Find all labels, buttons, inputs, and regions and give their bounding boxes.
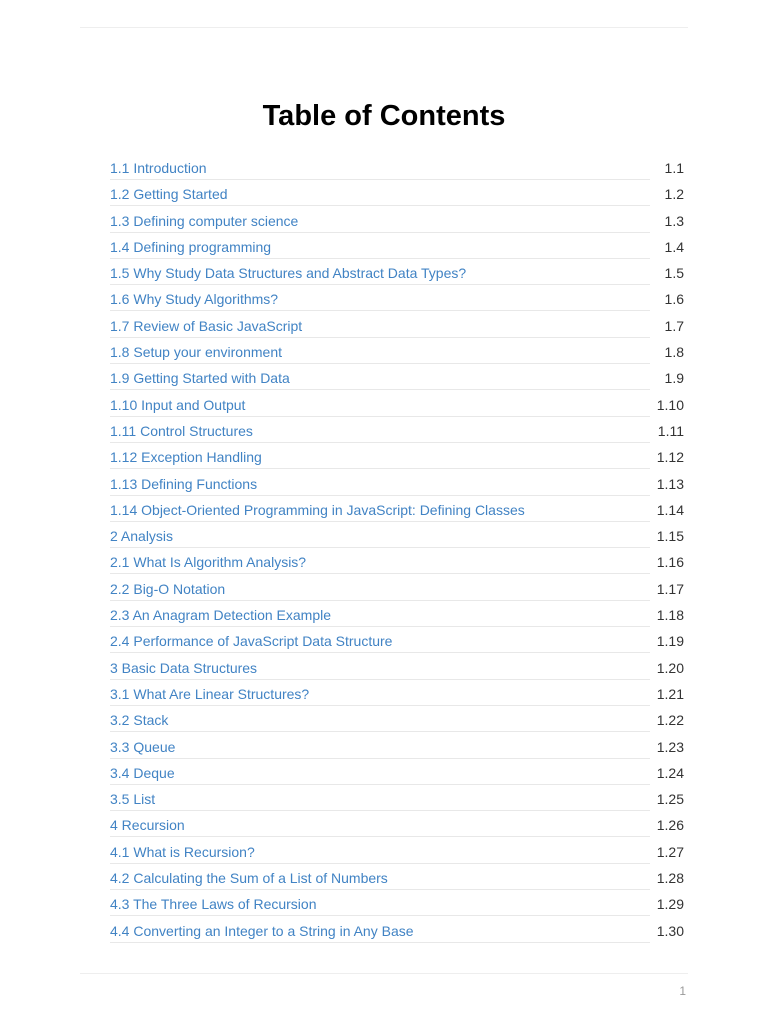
toc-entry <box>110 601 684 627</box>
toc-page-number: 1.14 <box>656 501 684 518</box>
toc-entry <box>110 496 684 522</box>
toc-page-number: 1.13 <box>656 475 684 492</box>
toc-page-number: 1.20 <box>656 659 684 676</box>
toc-entry <box>110 706 684 732</box>
toc-link[interactable]: 1.5 Why Study Data Structures and Abstract Data Types? <box>110 264 650 285</box>
toc-entry <box>110 364 684 390</box>
toc-link[interactable]: 1.7 Review of Basic JavaScript <box>110 317 650 338</box>
toc-link[interactable]: 1.3 Defining computer science <box>110 212 650 233</box>
toc-page-number: 1.23 <box>656 738 684 755</box>
toc-page-number: 1.7 <box>664 317 684 334</box>
toc-link[interactable]: 1.14 Object-Oriented Programming in JavaScript: Defining Classes <box>110 501 650 522</box>
toc-page-number: 1.8 <box>664 344 684 361</box>
toc-link[interactable]: 4.4 Converting an Integer to a String in Any Base <box>110 922 650 943</box>
toc-page-number: 1.22 <box>656 712 684 729</box>
toc-page-number: 1.3 <box>664 212 684 229</box>
toc-entry <box>110 890 684 916</box>
toc-entry <box>110 470 684 496</box>
bottom-divider <box>80 973 688 974</box>
toc-link[interactable]: 3.5 List <box>110 790 650 811</box>
toc-link[interactable]: 4.2 Calculating the Sum of a List of Numbers <box>110 869 650 890</box>
toc-page-number: 1.11 <box>657 422 684 439</box>
toc-link[interactable]: 3.4 Deque <box>110 764 650 785</box>
toc-entry <box>110 654 684 680</box>
toc-page-number: 1.24 <box>656 764 684 781</box>
toc-link[interactable]: 1.1 Introduction <box>110 159 650 180</box>
toc-link[interactable]: 1.13 Defining Functions <box>110 475 650 496</box>
toc-link[interactable]: 2 Analysis <box>110 527 650 548</box>
toc-entry <box>110 627 684 653</box>
toc-link[interactable]: 1.6 Why Study Algorithms? <box>110 290 650 311</box>
toc-link[interactable]: 3.1 What Are Linear Structures? <box>110 685 650 706</box>
toc-page-number: 1.4 <box>664 238 684 255</box>
toc-page-number: 1.10 <box>656 396 684 413</box>
toc-page-number: 1.6 <box>664 291 684 308</box>
toc-entry <box>110 312 684 338</box>
toc-list <box>110 154 684 943</box>
toc-page-number: 1.2 <box>664 186 684 203</box>
toc-entry <box>110 338 684 364</box>
toc-entry <box>110 285 684 311</box>
toc-entry <box>110 548 684 574</box>
toc-page-number: 1.30 <box>656 922 684 939</box>
toc-entry <box>110 917 684 943</box>
toc-entry <box>110 811 684 837</box>
toc-link[interactable]: 3 Basic Data Structures <box>110 659 650 680</box>
toc-link[interactable]: 1.4 Defining programming <box>110 238 650 259</box>
toc-link[interactable]: 1.10 Input and Output <box>110 396 650 417</box>
toc-page-number: 1.29 <box>656 896 684 913</box>
toc-page-number: 1.27 <box>656 843 684 860</box>
toc-entry <box>110 759 684 785</box>
toc-entry <box>110 680 684 706</box>
toc-link[interactable]: 3.3 Queue <box>110 738 650 759</box>
toc-page-number: 1.21 <box>656 685 684 702</box>
toc-entry <box>110 154 684 180</box>
toc-entry <box>110 785 684 811</box>
footer-page-number: 1 <box>679 984 686 998</box>
toc-page-number: 1.12 <box>656 449 684 466</box>
toc-link[interactable]: 1.8 Setup your environment <box>110 343 650 364</box>
toc-page-number: 1.16 <box>656 554 684 571</box>
toc-link[interactable]: 4.1 What is Recursion? <box>110 843 650 864</box>
toc-page-number: 1.9 <box>664 370 684 387</box>
toc-link[interactable]: 2.4 Performance of JavaScript Data Structure <box>110 632 650 653</box>
toc-entry <box>110 207 684 233</box>
toc-page-number: 1.1 <box>664 160 684 176</box>
toc-page-number: 1.17 <box>656 580 684 597</box>
toc-entry <box>110 417 684 443</box>
toc-page-number: 1.26 <box>656 817 684 834</box>
toc-link[interactable]: 1.12 Exception Handling <box>110 448 650 469</box>
toc-page-number: 1.25 <box>656 791 684 808</box>
toc-entry <box>110 864 684 890</box>
toc-link[interactable]: 2.2 Big-O Notation <box>110 580 650 601</box>
toc-entry <box>110 522 684 548</box>
toc-entry <box>110 838 684 864</box>
toc-entry <box>110 575 684 601</box>
toc-link[interactable]: 3.2 Stack <box>110 711 650 732</box>
page-title: Table of Contents <box>262 100 506 132</box>
toc-link[interactable]: 1.2 Getting Started <box>110 185 650 206</box>
toc-link[interactable]: 4 Recursion <box>110 816 650 837</box>
toc-link[interactable]: 2.3 An Anagram Detection Example <box>110 606 650 627</box>
toc-page-number: 1.28 <box>656 870 684 887</box>
toc-link[interactable]: 1.11 Control Structures <box>110 422 650 443</box>
toc-entry <box>110 443 684 469</box>
toc-link[interactable]: 2.1 What Is Algorithm Analysis? <box>110 553 650 574</box>
top-divider <box>80 27 688 28</box>
toc-link[interactable]: 4.3 The Three Laws of Recursion <box>110 895 650 916</box>
toc-link[interactable]: 1.9 Getting Started with Data <box>110 369 650 390</box>
toc-entry <box>110 259 684 285</box>
toc-page-number: 1.5 <box>664 265 684 282</box>
toc-page-number: 1.18 <box>656 607 684 624</box>
toc-page-number: 1.19 <box>656 633 684 650</box>
toc-entry <box>110 733 684 759</box>
toc-page-number: 1.15 <box>656 528 684 545</box>
toc-entry <box>110 180 684 206</box>
toc-entry <box>110 233 684 259</box>
toc-entry <box>110 391 684 417</box>
